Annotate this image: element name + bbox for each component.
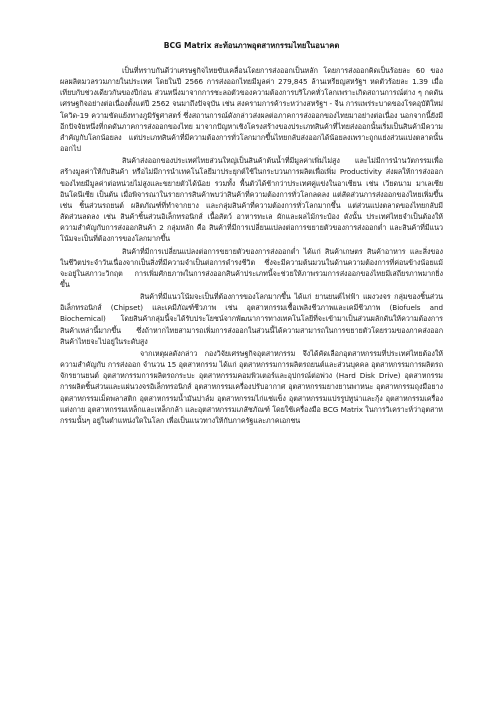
document-title: BCG Matrix สะท้อนภาพอุตสาหกรรมไทยในอนาคต — [163, 41, 340, 50]
paragraph-5: จากเหตุผลดังกล่าว กองวิจัยเศรษฐกิจอุตสาหกรรม จึงได้คัดเลือกอุตสาหกรรมที่ประเทศไทยต้องให้ความสำคัญกับ การส่งออก จำนวน 15 อุตสาหกรรม ได้แก่ อุตสาหกรรมการผลิตรถยนต์และส่วนบุคคล อุตสาหกรรมการผลิตรถจักรยานยนต์ อุตสาหกรรมการผลิตรถกระบะ อุตสาหกรรมคอมพิวเตอร์และอุปกรณ์ต่อพ่วง (Hard Disk Drive) อุตสาหกรรมการผลิตชิ้นส่วนและแผ่นวงจรอิเล็กทรอนิกส์ อุตสาหกรรมเครื่องปรับอากาศ อุตสาหกรรมยางยานพาหนะ อุตสาหกรรมถุงมือยาง อุตสาหกรรมเม็ดพลาสติก อุตสาหกรรมน้ำมันปาล์ม อุตสาหกรรมไก่แช่แข็ง อุตสาหกรรมแปรรูปทูน่าและกุ้ง อุตสาหกรรมเครื่องแต่งกาย อุตสาหกรรมเหล็กและเหล็กกล้า และอุตสาหกรรมเภสัชภัณฑ์ โดยใช้เครื่องมือ BCG Matrix ในการวิเคราะห์ว่าอุตสาหกรรมนั้นๆ อยู่ในตำแหน่งใดในโลก เพื่อเป็นแนวทางให้กับภาครัฐและภาคเอกชน — [60, 348, 443, 425]
paragraph-3: สินค้าที่มีการเปลี่ยนแปลงต่อการขยายตัวของการส่งออกต่ำ ได้แก่ สินค้าเกษตร สินค้าอาหาร และสิ่งของในชีวิตประจำวันเนื่องจากเป็นสิ่งที่มีความจำเป็นต่อการดำรงชีวิต ซึ่งจะมีความต้นมวนในด้านความต้องการที่ค่อนข้างน้อยแม้จะอยู่ในสภาวะวิกฤต การเพิ่มศักยภาพในการส่งออกสินค้าประเภทนี้จะช่วยให้ภาพรวมการส่งออกของไทยมีเสถียรภาพมากยิ่งขึ้น — [60, 246, 443, 289]
paragraph-1: เป็นที่ทราบกันดีว่าเศรษฐกิจไทยขับเคลื่อนโดยการส่งออกเป็นหลัก โดยการส่งออกคิดเป็นร้อยละ 60 ของผลผลิตมวลรวมภายในประเทศ โดยในปี 2566 การส่งออกไทยมีมูลค่า 279,845 ล้านเหรียญสหรัฐฯ หดตัวร้อยละ 1.39 เมื่อเทียบกับช่วงเดียวกันของปีก่อน ส่วนหนึ่งมาจากการชะลอตัวของความต้องการบริโภคทั่วโลกเพราะเกิดสถานการณ์ต่าง ๆ กดดันเศรษฐกิจอย่างต่อเนื่องตั้งแต่ปี 2562 จนมาถึงปัจจุบัน เช่น สงครามการค้าระหว่างสหรัฐฯ - จีน การแพร่ระบาดของโรคอุบัติใหม่ โควิด-19 ความขัดแย้งทางภูมิรัฐศาสตร์ ซึ่งสถานการณ์ดังกล่าวส่งผลต่อภาคการส่งออกของไทยมาอย่างต่อเนื่อง นอกจากนี้ยังมีอีกปัจจัยหนึ่งที่กดดันภาคการส่งออกของไทย มาจากปัญหาเชิงโครงสร้างของประเภทสินค้าที่ไทยส่งออกนั้นเริ่มเป็นสินค้ามีความสำคัญกับโลกน้อยลง แต่ประเภทสินค้าที่มีความต้องการทั่วโลกมากขึ้นไทยกลับส่งออกได้น้อยลงเพราะถูกแย่งส่วนแบ่งตลาดนั้นออกไป — [60, 66, 443, 154]
paragraph-2: สินค้าส่งออกของประเทศไทยส่วนใหญ่เป็นสินค้าต้นน้ำที่มีมูลค่าเพิ่มไม่สูง และไม่มีการนำนวัตกรรมเพื่อสร้างมูลค่าให้กับสินค้า หรือไม่มีการนำเทคโนโลยีมาประยุกต์ใช้ในกระบวนการผลิตเพื่อเพิ่ม Productivity ส่งผลให้การส่งออกของไทยมีมูลค่าต่อหน่วยไม่สูงและขยายตัวได้น้อย รวมทั้ง พื้นตัวได้ช้ากว่าประเทศคู่แข่งในอาเซียน เช่น เวียดนาม มาเลเซีย อินโดนีเซีย เป็นต้น เมื่อพิจารณาในรายการสินค้าพบว่าสินค้าที่ความต้องการทั่วโลกลดลง แต่สัดส่วนการส่งออกของไทยเพิ่มขึ้น เช่น ชิ้นส่วนรถยนต์ ผลิตภัณฑ์ที่ทำจากยาง และกลุ่มสินค้าที่ความต้องการทั่วโลกมากขึ้น แต่ส่วนแบ่งตลาดของไทยกลับมีสัดส่วนลดลง เช่น สินค้าชิ้นส่วนอิเล็กทรอนิกส์ เนื้อสัตว์ อาหารทะเล ผักและผลไม้กระป๋อง ดังนั้น ประเทศไทยจำเป็นต้องให้ความสำคัญกับการส่งออกสินค้า 2 กลุ่มหลัก คือ สินค้าที่มีการเปลี่ยนแปลงต่อการขยายตัวของการส่งออกต่ำ และสินค้าที่มีแนวโน้มจะเป็นที่ต้องการของโลกมากขึ้น — [60, 156, 443, 244]
paragraph-4: สินค้าที่มีแนวโน้มจะเป็นที่ต้องการของโลกมากขึ้น ได้แก่ ยานยนต์ไฟฟ้า แผงวงจร กลุ่มของชิ้นส่วนอิเล็กทรอนิกส์ (Chipset) และเคมีภัณฑ์ชีวภาพ เช่น อุตสาหกรรมเชื้อเพลิงชีวภาพและเคมีชีวภาพ (Biofuels and Biochemical) โดยสินค้ากลุ่มนี้จะได้รับประโยชน์จากพัฒนาการทางเทคโนโลยีที่จะเข้ามาเป็นส่วนผลักดันให้ความต้องการสินค้าเหล่านี้มากขึ้น ซึ่งถ้าหากไทยสามารถเพิ่มการส่งออกในส่วนนี้ได้ความสามารถในการขยายตัวโดยรวมของภาคส่งออกสินค้าไทยจะไปอยู่ในระดับสูง — [60, 292, 443, 346]
